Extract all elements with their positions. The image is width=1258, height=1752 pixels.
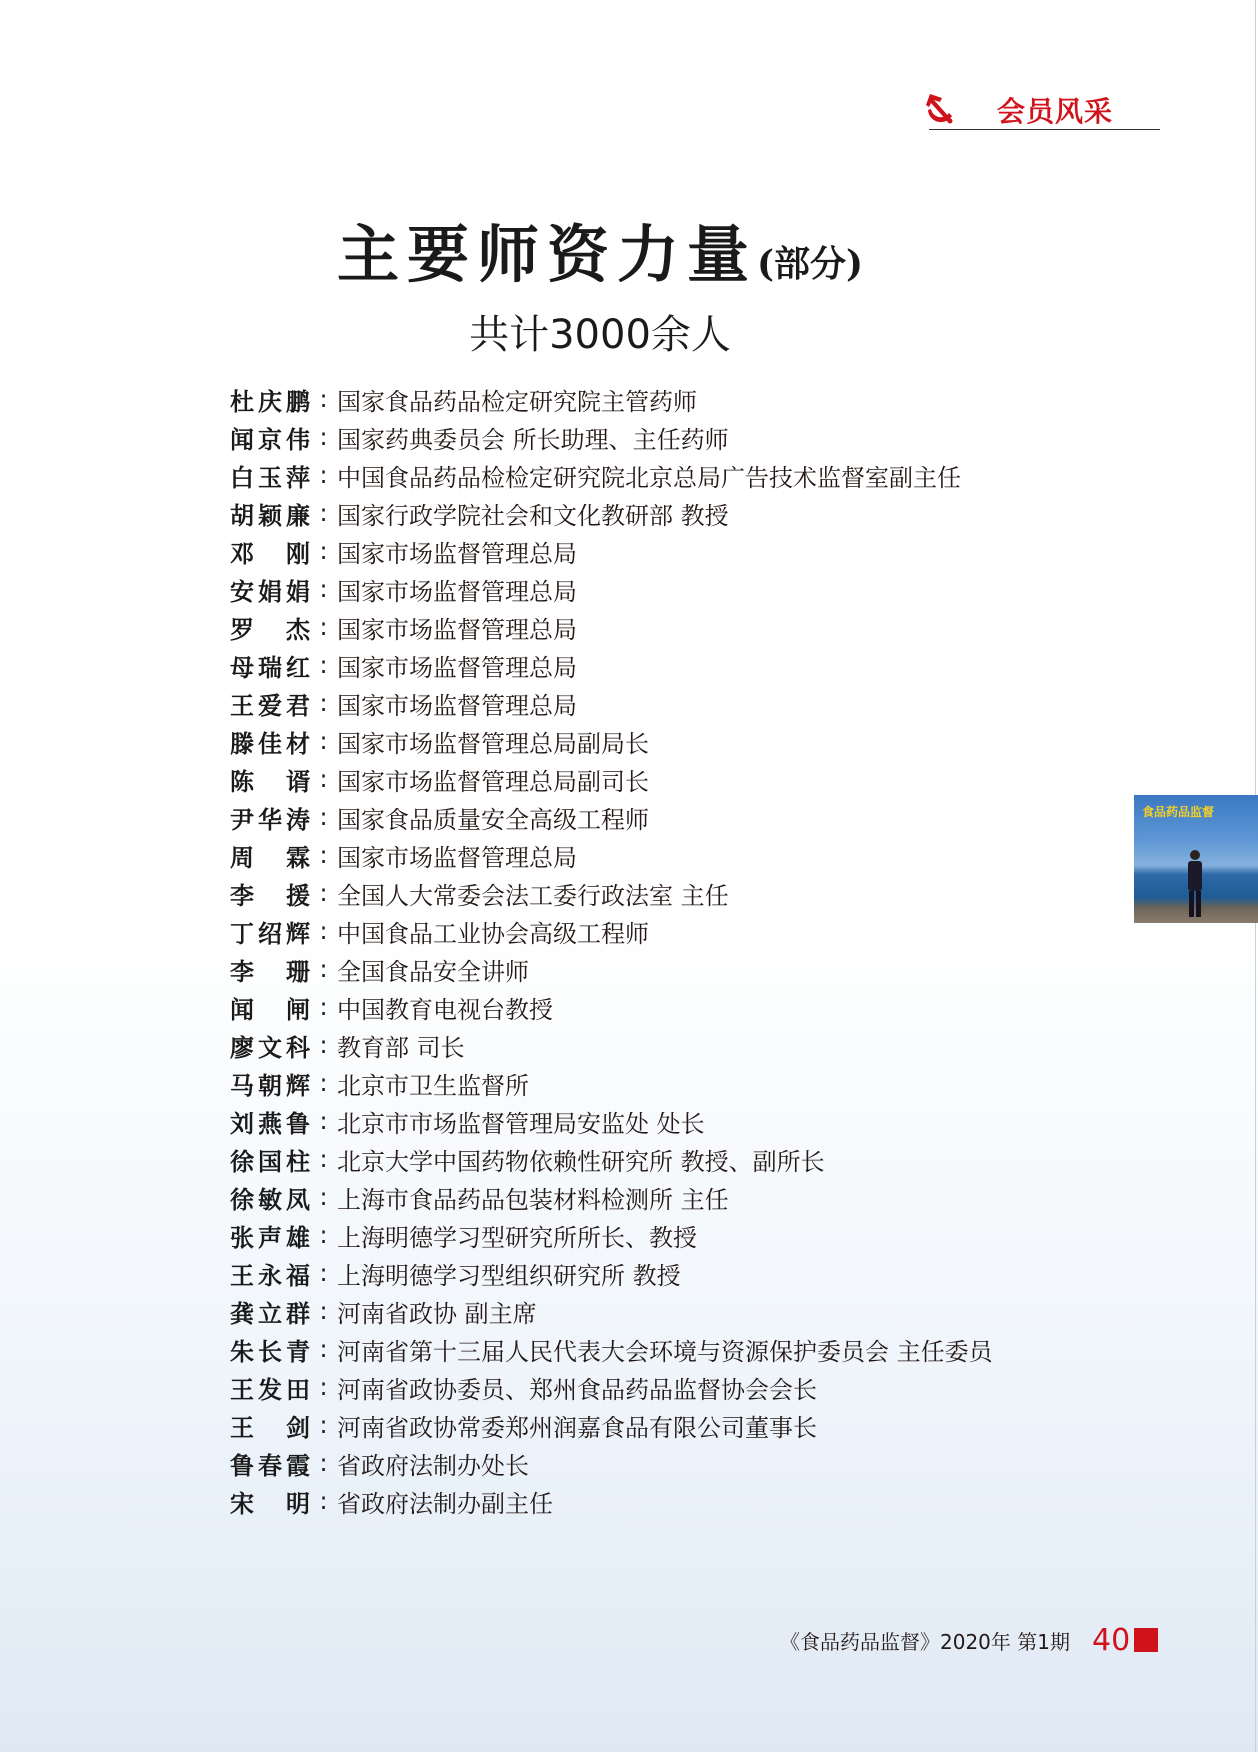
faculty-title: 全国食品安全讲师: [337, 957, 529, 986]
faculty-name: 王 剑: [230, 1413, 310, 1442]
faculty-name: 胡颖廉: [230, 501, 310, 530]
separator: :: [319, 1487, 328, 1515]
faculty-name: 邓 刚: [230, 539, 310, 568]
separator: :: [319, 917, 328, 945]
separator: :: [319, 1031, 328, 1059]
faculty-name: 鲁春霞: [230, 1451, 310, 1480]
list-item: [230, 912, 993, 950]
list-item: [230, 1216, 993, 1254]
page-number: 40: [1091, 1622, 1131, 1658]
list-item: [230, 874, 993, 912]
faculty-name: 徐敏凤: [230, 1185, 310, 1214]
faculty-name: 闻 闸: [230, 995, 310, 1024]
faculty-name: 王永福: [230, 1261, 310, 1290]
page-title: [0, 205, 1200, 294]
separator: :: [319, 1183, 328, 1211]
separator: :: [319, 651, 328, 679]
list-item: [230, 1140, 993, 1178]
faculty-name: 李 珊: [230, 957, 310, 986]
separator: :: [319, 423, 328, 451]
separator: :: [319, 499, 328, 527]
faculty-title: 国家市场监督管理总局: [337, 843, 577, 872]
faculty-name: 周 霖: [230, 843, 310, 872]
separator: :: [319, 689, 328, 717]
list-item: [230, 570, 993, 608]
header-rule: [929, 129, 1160, 130]
journal-issue: 《食品药品监督》2020年 第1期: [780, 1629, 1070, 1654]
faculty-title: 国家市场监督管理总局: [337, 653, 577, 682]
faculty-name: 张声雄: [230, 1223, 310, 1252]
faculty-title: 国家市场监督管理总局: [337, 577, 577, 606]
separator: :: [319, 1411, 328, 1439]
separator: :: [319, 575, 328, 603]
faculty-title: 上海明德学习型组织研究所 教授: [337, 1261, 681, 1290]
separator: :: [319, 1335, 328, 1363]
page-subtitle: 共计3000余人: [469, 312, 731, 358]
faculty-title: 河南省政协常委郑州润嘉食品有限公司董事长: [337, 1413, 817, 1442]
faculty-title: 北京市卫生监督所: [337, 1071, 529, 1100]
separator: :: [319, 803, 328, 831]
faculty-title: 上海市食品药品包装材料检测所 主任: [337, 1185, 729, 1214]
list-item: [230, 988, 993, 1026]
faculty-name: 李 援: [230, 881, 310, 910]
faculty-list: [230, 380, 993, 1520]
faculty-title: 教育部 司长: [337, 1033, 465, 1062]
faculty-title: 国家行政学院社会和文化教研部 教授: [337, 501, 729, 530]
separator: :: [319, 1449, 328, 1477]
faculty-title: 国家食品质量安全高级工程师: [337, 805, 649, 834]
faculty-name: 安娟娟: [230, 577, 310, 606]
page-marker-square: [1134, 1628, 1158, 1652]
section-header: [920, 86, 1160, 132]
faculty-title: 国家市场监督管理总局: [337, 691, 577, 720]
faculty-title: 北京市市场监督管理局安监处 处长: [337, 1109, 705, 1138]
list-item: [230, 1292, 993, 1330]
list-item: [230, 722, 993, 760]
faculty-title: 河南省政协委员、郑州食品药品监督协会会长: [337, 1375, 817, 1404]
list-item: [230, 1254, 993, 1292]
list-item: [230, 380, 993, 418]
faculty-name: 杜庆鹏: [230, 387, 310, 416]
list-item: [230, 1330, 993, 1368]
faculty-name: 王爱君: [230, 691, 310, 720]
list-item: [230, 1178, 993, 1216]
faculty-title: 国家食品药品检定研究院主管药师: [337, 387, 697, 416]
separator: :: [319, 955, 328, 983]
faculty-name: 闻京伟: [230, 425, 310, 454]
faculty-name: 王发田: [230, 1375, 310, 1404]
faculty-name: 朱长青: [230, 1337, 310, 1366]
faculty-name: 丁绍辉: [230, 919, 310, 948]
separator: :: [319, 1145, 328, 1173]
separator: :: [319, 385, 328, 413]
person-figure: [1184, 849, 1206, 919]
separator: :: [319, 1221, 328, 1249]
list-item: [230, 1026, 993, 1064]
faculty-name: 龚立群: [230, 1299, 310, 1328]
list-item: [230, 456, 993, 494]
page-footer: [780, 1622, 1158, 1658]
faculty-name: 罗 杰: [230, 615, 310, 644]
section-label: 会员风采: [997, 95, 1114, 128]
faculty-name: 廖文科: [230, 1033, 310, 1062]
thumbnail-label: 食品药品监督: [1142, 805, 1215, 819]
list-item: [230, 1064, 993, 1102]
list-item: [230, 1102, 993, 1140]
separator: :: [319, 613, 328, 641]
page-title-suffix: (部分): [756, 243, 864, 285]
faculty-title: 中国教育电视台教授: [337, 995, 553, 1024]
faculty-title: 国家市场监督管理总局副司长: [337, 767, 649, 796]
separator: :: [319, 1297, 328, 1325]
faculty-name: 滕佳材: [230, 729, 310, 758]
list-item: [230, 418, 993, 456]
faculty-title: 国家药典委员会 所长助理、主任药师: [337, 425, 729, 454]
faculty-name: 尹华涛: [230, 805, 310, 834]
list-item: [230, 532, 993, 570]
faculty-title: 中国食品工业协会高级工程师: [337, 919, 649, 948]
list-item: [230, 608, 993, 646]
faculty-title: 上海明德学习型研究所所长、教授: [337, 1223, 697, 1252]
list-item: [230, 1406, 993, 1444]
separator: :: [319, 1069, 328, 1097]
separator: :: [319, 461, 328, 489]
list-item: [230, 760, 993, 798]
separator: :: [319, 1259, 328, 1287]
faculty-title: 国家市场监督管理总局副局长: [337, 729, 649, 758]
magazine-thumbnail: [1134, 795, 1258, 923]
separator: :: [319, 879, 328, 907]
faculty-title: 河南省第十三届人民代表大会环境与资源保护委员会 主任委员: [337, 1337, 993, 1366]
faculty-title: 国家市场监督管理总局: [337, 615, 577, 644]
faculty-name: 马朝辉: [230, 1071, 310, 1100]
list-item: [230, 798, 993, 836]
faculty-name: 宋 明: [230, 1489, 310, 1518]
list-item: [230, 836, 993, 874]
separator: :: [319, 537, 328, 565]
separator: :: [319, 1373, 328, 1401]
hammer-sickle-icon: [920, 88, 960, 128]
faculty-title: 北京大学中国药物依赖性研究所 教授、副所长: [337, 1147, 825, 1176]
faculty-name: 白玉萍: [230, 463, 310, 492]
faculty-title: 国家市场监督管理总局: [337, 539, 577, 568]
separator: :: [319, 727, 328, 755]
list-item: [230, 684, 993, 722]
list-item: [230, 1368, 993, 1406]
separator: :: [319, 765, 328, 793]
faculty-title: 河南省政协 副主席: [337, 1299, 537, 1328]
faculty-title: 省政府法制办处长: [337, 1451, 529, 1480]
faculty-name: 徐国柱: [230, 1147, 310, 1176]
faculty-name: 母瑞红: [230, 653, 310, 682]
faculty-name: 刘燕鲁: [230, 1109, 310, 1138]
separator: :: [319, 1107, 328, 1135]
page-title-main: 主要师资力量: [336, 218, 757, 291]
faculty-title: 全国人大常委会法工委行政法室 主任: [337, 881, 729, 910]
faculty-name: 陈 谞: [230, 767, 310, 796]
list-item: [230, 1482, 993, 1520]
separator: :: [319, 841, 328, 869]
list-item: [230, 494, 993, 532]
separator: :: [319, 993, 328, 1021]
faculty-title: 中国食品药品检检定研究院北京总局广告技术监督室副主任: [337, 463, 961, 492]
list-item: [230, 950, 993, 988]
list-item: [230, 646, 993, 684]
list-item: [230, 1444, 993, 1482]
faculty-title: 省政府法制办副主任: [337, 1489, 553, 1518]
